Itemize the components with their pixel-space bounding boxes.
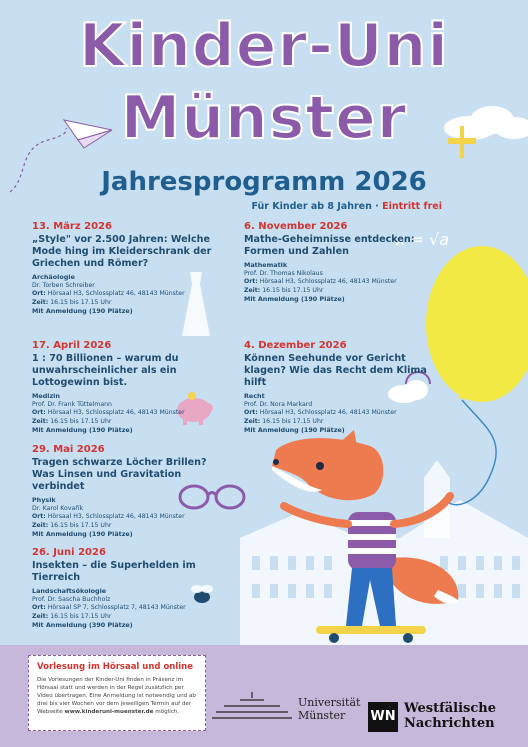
fox-skateboard-illustration xyxy=(262,430,472,646)
lecture-location xyxy=(244,278,444,287)
lecture-title: Tragen schwarze Löcher Brillen? Was Linsen und Gravitation verbindet xyxy=(32,457,207,492)
lecture-registration: Mit Anmeldung (190 Plätze) xyxy=(244,295,345,303)
lecture-speaker: Prof. Dr. Frank Tüttelmann xyxy=(32,400,112,408)
lecture-time xyxy=(32,418,232,427)
location-value: Hörsaal H3, Schlossplatz 46, 48143 Münster xyxy=(259,278,397,285)
lecture-time xyxy=(32,299,232,308)
lecture-4 xyxy=(244,340,444,435)
lecture-speaker: Prof. Dr. Thomas Nikolaus xyxy=(244,269,323,277)
university-name xyxy=(298,696,360,722)
lecture-5 xyxy=(32,444,232,539)
tagline xyxy=(251,201,442,212)
location-value: Hörsaal SP 7, Schlossplatz 7, 48143 Münster xyxy=(47,604,186,611)
location-label: Ort: xyxy=(32,290,46,297)
lecture-field: Archäologie xyxy=(32,273,75,281)
time-label: Zeit: xyxy=(32,521,49,529)
info-box-text xyxy=(37,676,197,716)
subtitle: Jahresprogramm 2026 xyxy=(101,167,427,197)
location-value: Hörsaal H3, Schlossplatz 46, 48143 Münster xyxy=(47,409,185,416)
lecture-field: Landschaftsökologie xyxy=(32,587,107,595)
location-value: Hörsaal H3, Schlossplatz 46, 48143 Münster xyxy=(47,513,185,520)
wn-name xyxy=(404,701,496,731)
tagline-age: Für Kinder ab 8 Jahren · xyxy=(251,201,383,212)
location-label: Ort: xyxy=(32,513,46,520)
university-emblem-icon xyxy=(212,690,294,724)
lecture-time xyxy=(244,418,444,427)
time-label: Zeit: xyxy=(244,417,261,425)
info-text-2: möglich. xyxy=(153,709,180,715)
time-label: Zeit: xyxy=(32,417,49,425)
time-value: 16.15 bis 17.15 Uhr xyxy=(50,417,112,425)
location-label: Ort: xyxy=(32,604,46,611)
website-link[interactable]: www.kinderuni-muenster.de xyxy=(64,709,154,715)
lecture-time xyxy=(32,613,232,622)
lecture-date: 29. Mai 2026 xyxy=(32,444,105,455)
lecture-field: Physik xyxy=(32,496,56,504)
time-value: 16.15 bis 17.15 Uhr xyxy=(262,286,324,294)
math-formula: x = √a xyxy=(396,230,450,249)
wn-mark: WN xyxy=(368,702,398,732)
lecture-3 xyxy=(32,340,232,435)
title-line-2: Münster xyxy=(120,83,408,153)
time-value: 16.15 bis 17.15 Uhr xyxy=(50,521,112,529)
lecture-registration: Mit Anmeldung (190 Plätze) xyxy=(32,307,133,315)
lecture-date: 17. April 2026 xyxy=(32,340,112,351)
university-line-1: Universität xyxy=(298,696,361,709)
location-label: Ort: xyxy=(244,409,258,416)
lecture-location xyxy=(32,513,232,522)
lecture-1 xyxy=(32,221,232,316)
lecture-speaker: Prof. Dr. Nora Markard xyxy=(244,400,313,408)
info-text-1: Die Vorlesungen der Kinder-Uni finden in Präsenz im Hörsaal statt und werden in der Regel zusätzlich per Video übertragen. Eine Anmeldung ist notwendig und ab drei bis vier Wochen vor dem jeweiligen Termin auf der Webseite xyxy=(37,677,196,715)
lecture-time xyxy=(32,522,232,531)
location-label: Ort: xyxy=(244,278,258,285)
lecture-date: 13. März 2026 xyxy=(32,221,112,232)
lecture-registration: Mit Anmeldung (190 Plätze) xyxy=(32,426,133,434)
location-value: Hörsaal H3, Schlossplatz 46, 48143 Münster xyxy=(47,290,185,297)
lecture-field: Mathematik xyxy=(244,261,288,269)
lecture-field: Medizin xyxy=(32,392,60,400)
lecture-title: Insekten – die Superhelden im Tierreich xyxy=(32,560,196,583)
location-value: Hörsaal H3, Schlossplatz 46, 48143 Münster xyxy=(259,409,397,416)
lecture-title: 1 : 70 Billionen – warum du unwahrscheinlicher als ein Lottogewinn bist. xyxy=(32,353,179,388)
lecture-location xyxy=(244,409,444,418)
lecture-registration: Mit Anmeldung (390 Plätze) xyxy=(32,621,133,629)
time-value: 16.15 bis 17.15 Uhr xyxy=(50,612,112,620)
lecture-2 xyxy=(244,221,444,304)
time-label: Zeit: xyxy=(32,298,49,306)
lecture-location xyxy=(32,604,232,613)
tagline-free: Eintritt frei xyxy=(382,201,442,212)
time-value: 16.15 bis 17.15 Uhr xyxy=(262,417,324,425)
lecture-title: Mathe-Geheimnisse entdecken: Formen und Zahlen xyxy=(244,234,415,257)
wn-line-2: Nachrichten xyxy=(404,716,495,731)
lecture-speaker: Prof. Dr. Sascha Buchholz xyxy=(32,595,111,603)
university-logo xyxy=(212,690,361,730)
lecture-field: Recht xyxy=(244,392,265,400)
university-line-2: Münster xyxy=(298,709,346,722)
lecture-speaker: Dr. Karol Kovařík xyxy=(32,504,84,512)
wn-logo xyxy=(368,698,528,738)
lecture-registration: Mit Anmeldung (190 Plätze) xyxy=(32,530,133,538)
lecture-location xyxy=(32,409,232,418)
location-label: Ort: xyxy=(32,409,46,416)
lecture-date: 6. November 2026 xyxy=(244,221,348,232)
info-box-heading: Vorlesung im Hörsaal und online xyxy=(37,662,193,672)
title-line-1: Kinder-Uni xyxy=(79,11,449,81)
time-value: 16.15 bis 17.15 Uhr xyxy=(50,298,112,306)
lecture-date: 26. Juni 2026 xyxy=(32,547,106,558)
info-box xyxy=(28,655,206,731)
lecture-title: Können Seehunde vor Gericht klagen? Wie das Recht dem Klima hilft xyxy=(244,353,427,388)
lecture-registration: Mit Anmeldung (190 Plätze) xyxy=(244,426,345,434)
lecture-date: 4. Dezember 2026 xyxy=(244,340,347,351)
lecture-time xyxy=(244,287,444,296)
lecture-location xyxy=(32,290,232,299)
lecture-title: „Style" vor 2.500 Jahren: Welche Mode hing im Kleiderschrank der Griechen und Römer? xyxy=(32,234,212,269)
lecture-speaker: Dr. Torben Schreiber xyxy=(32,281,95,289)
lecture-6 xyxy=(32,547,232,630)
time-label: Zeit: xyxy=(32,612,49,620)
time-label: Zeit: xyxy=(244,286,261,294)
wn-line-1: Westfälische xyxy=(404,701,496,716)
